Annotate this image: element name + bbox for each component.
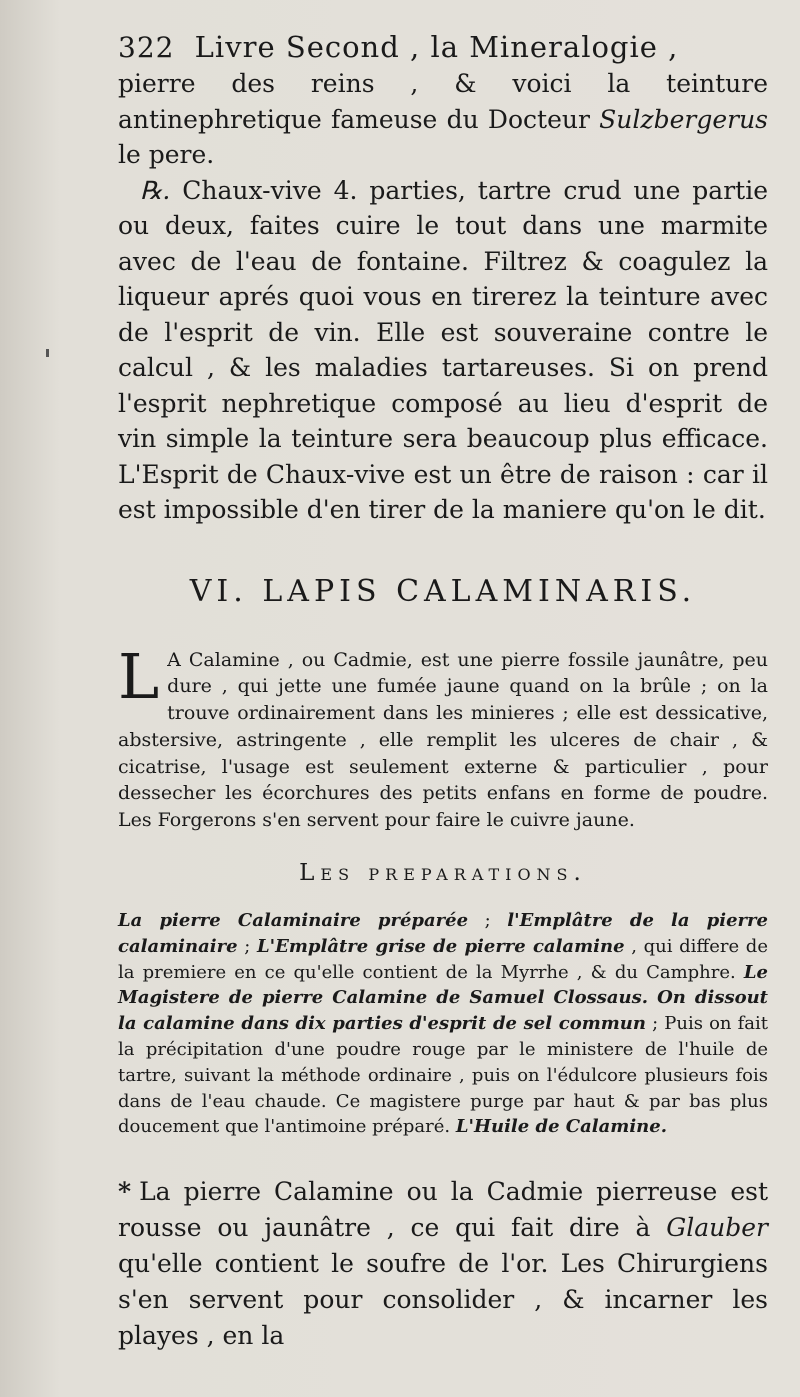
preparations-title: Les preparations. xyxy=(299,860,587,887)
note-name: Glauber xyxy=(666,1213,768,1243)
calamine-text: A Calamine , ou Cadmie, est une pierre fossile jaunâtre, peu dure , qui jette une fumée jaune quand on la brûle ; on la trouve ordinairement dans les minieres ; elle est dessicative, abstersive, astringente , elle remplit les ulceres de chair , & cicatrise, l'usage est seulement externe & particulier , pour dessecher les écorchures des petits enfans en forme de poudre. Les Forgerons s'en servent pour faire le cuivre jaune. xyxy=(118,648,768,832)
drop-cap: L xyxy=(118,639,160,713)
doctor-name: Sulzbergerus xyxy=(599,104,768,134)
note-text-1: La pierre Calamine ou la Cadmie pierreuse est rousse ou jaunâtre , ce qui fait dire à xyxy=(118,1177,768,1243)
note-star: * xyxy=(118,1177,132,1207)
intro-text-end: le pere. xyxy=(118,140,215,169)
prep-item-1: La pierre Calaminaire préparée xyxy=(118,910,469,932)
recipe-symbol: ℞. xyxy=(140,175,171,205)
prep-text-4: ; Puis on fait la précipitation d'une poudre rouge par le ministere de l'huile de tartre, suivant la méthode ordinaire , puis on l'édulcore plusieurs fois dans de l'eau chaude. Ce magistere purge par haut & par bas plus doucement que l'antimoine préparé. xyxy=(118,1013,768,1138)
prep-text-2: ; xyxy=(237,935,257,957)
prep-item-3: L'Emplâtre grise de pierre calamine xyxy=(256,935,625,957)
recipe-paragraph xyxy=(118,173,768,528)
prep-item-4: Le Magistere de pierre Calamine de Samuel Clossaus. On dissout la calamine dans dix parties d'esprit de sel commun xyxy=(118,961,768,1035)
page-number: 322 xyxy=(118,31,175,64)
page-header xyxy=(118,30,768,64)
intro-paragraph xyxy=(118,66,768,173)
recipe-text: Chaux-vive 4. parties, tartre crud une partie ou deux, faites cuire le tout dans une marmite avec de l'eau de fontaine. Filtrez & coagulez la liqueur aprés quoi vous en tirerez la teinture avec de l'esprit de vin. Elle est souveraine contre le calcul , & les maladies tartareuses. Si on prend l'esprit nephretique composé au lieu d'esprit de vin simple la teinture sera beaucoup plus efficace. L'Esprit de Chaux-vive est un être de raison : car il est impossible d'en tirer de la maniere qu'on le dit. xyxy=(118,175,768,524)
section-title: VI. LAPIS CALAMINARIS. xyxy=(189,573,697,609)
prep-item-2: l'Emplâtre de la pierre calaminaire xyxy=(118,910,768,957)
prep-item-5: L'Huile de Calamine. xyxy=(455,1116,667,1138)
running-title: Livre Second , la Mineralogie , xyxy=(194,30,679,64)
margin-mark xyxy=(46,349,49,357)
prep-text-1: ; xyxy=(468,910,508,932)
note-paragraph xyxy=(118,1174,768,1354)
intro-text: pierre des reins , & voici la teinture antinephretique fameuse du Docteur xyxy=(118,69,768,134)
preparations-paragraph xyxy=(118,908,768,1140)
calamine-paragraph xyxy=(118,639,768,835)
prep-text-3: , qui differe de la premiere en ce qu'elle contient de la Myrrhe , & du Camphre. xyxy=(118,935,768,983)
note-text-2: qu'elle contient le soufre de l'or. Les Chirurgiens s'en servent pour consolider , & incarner les playes , en la xyxy=(118,1249,768,1351)
